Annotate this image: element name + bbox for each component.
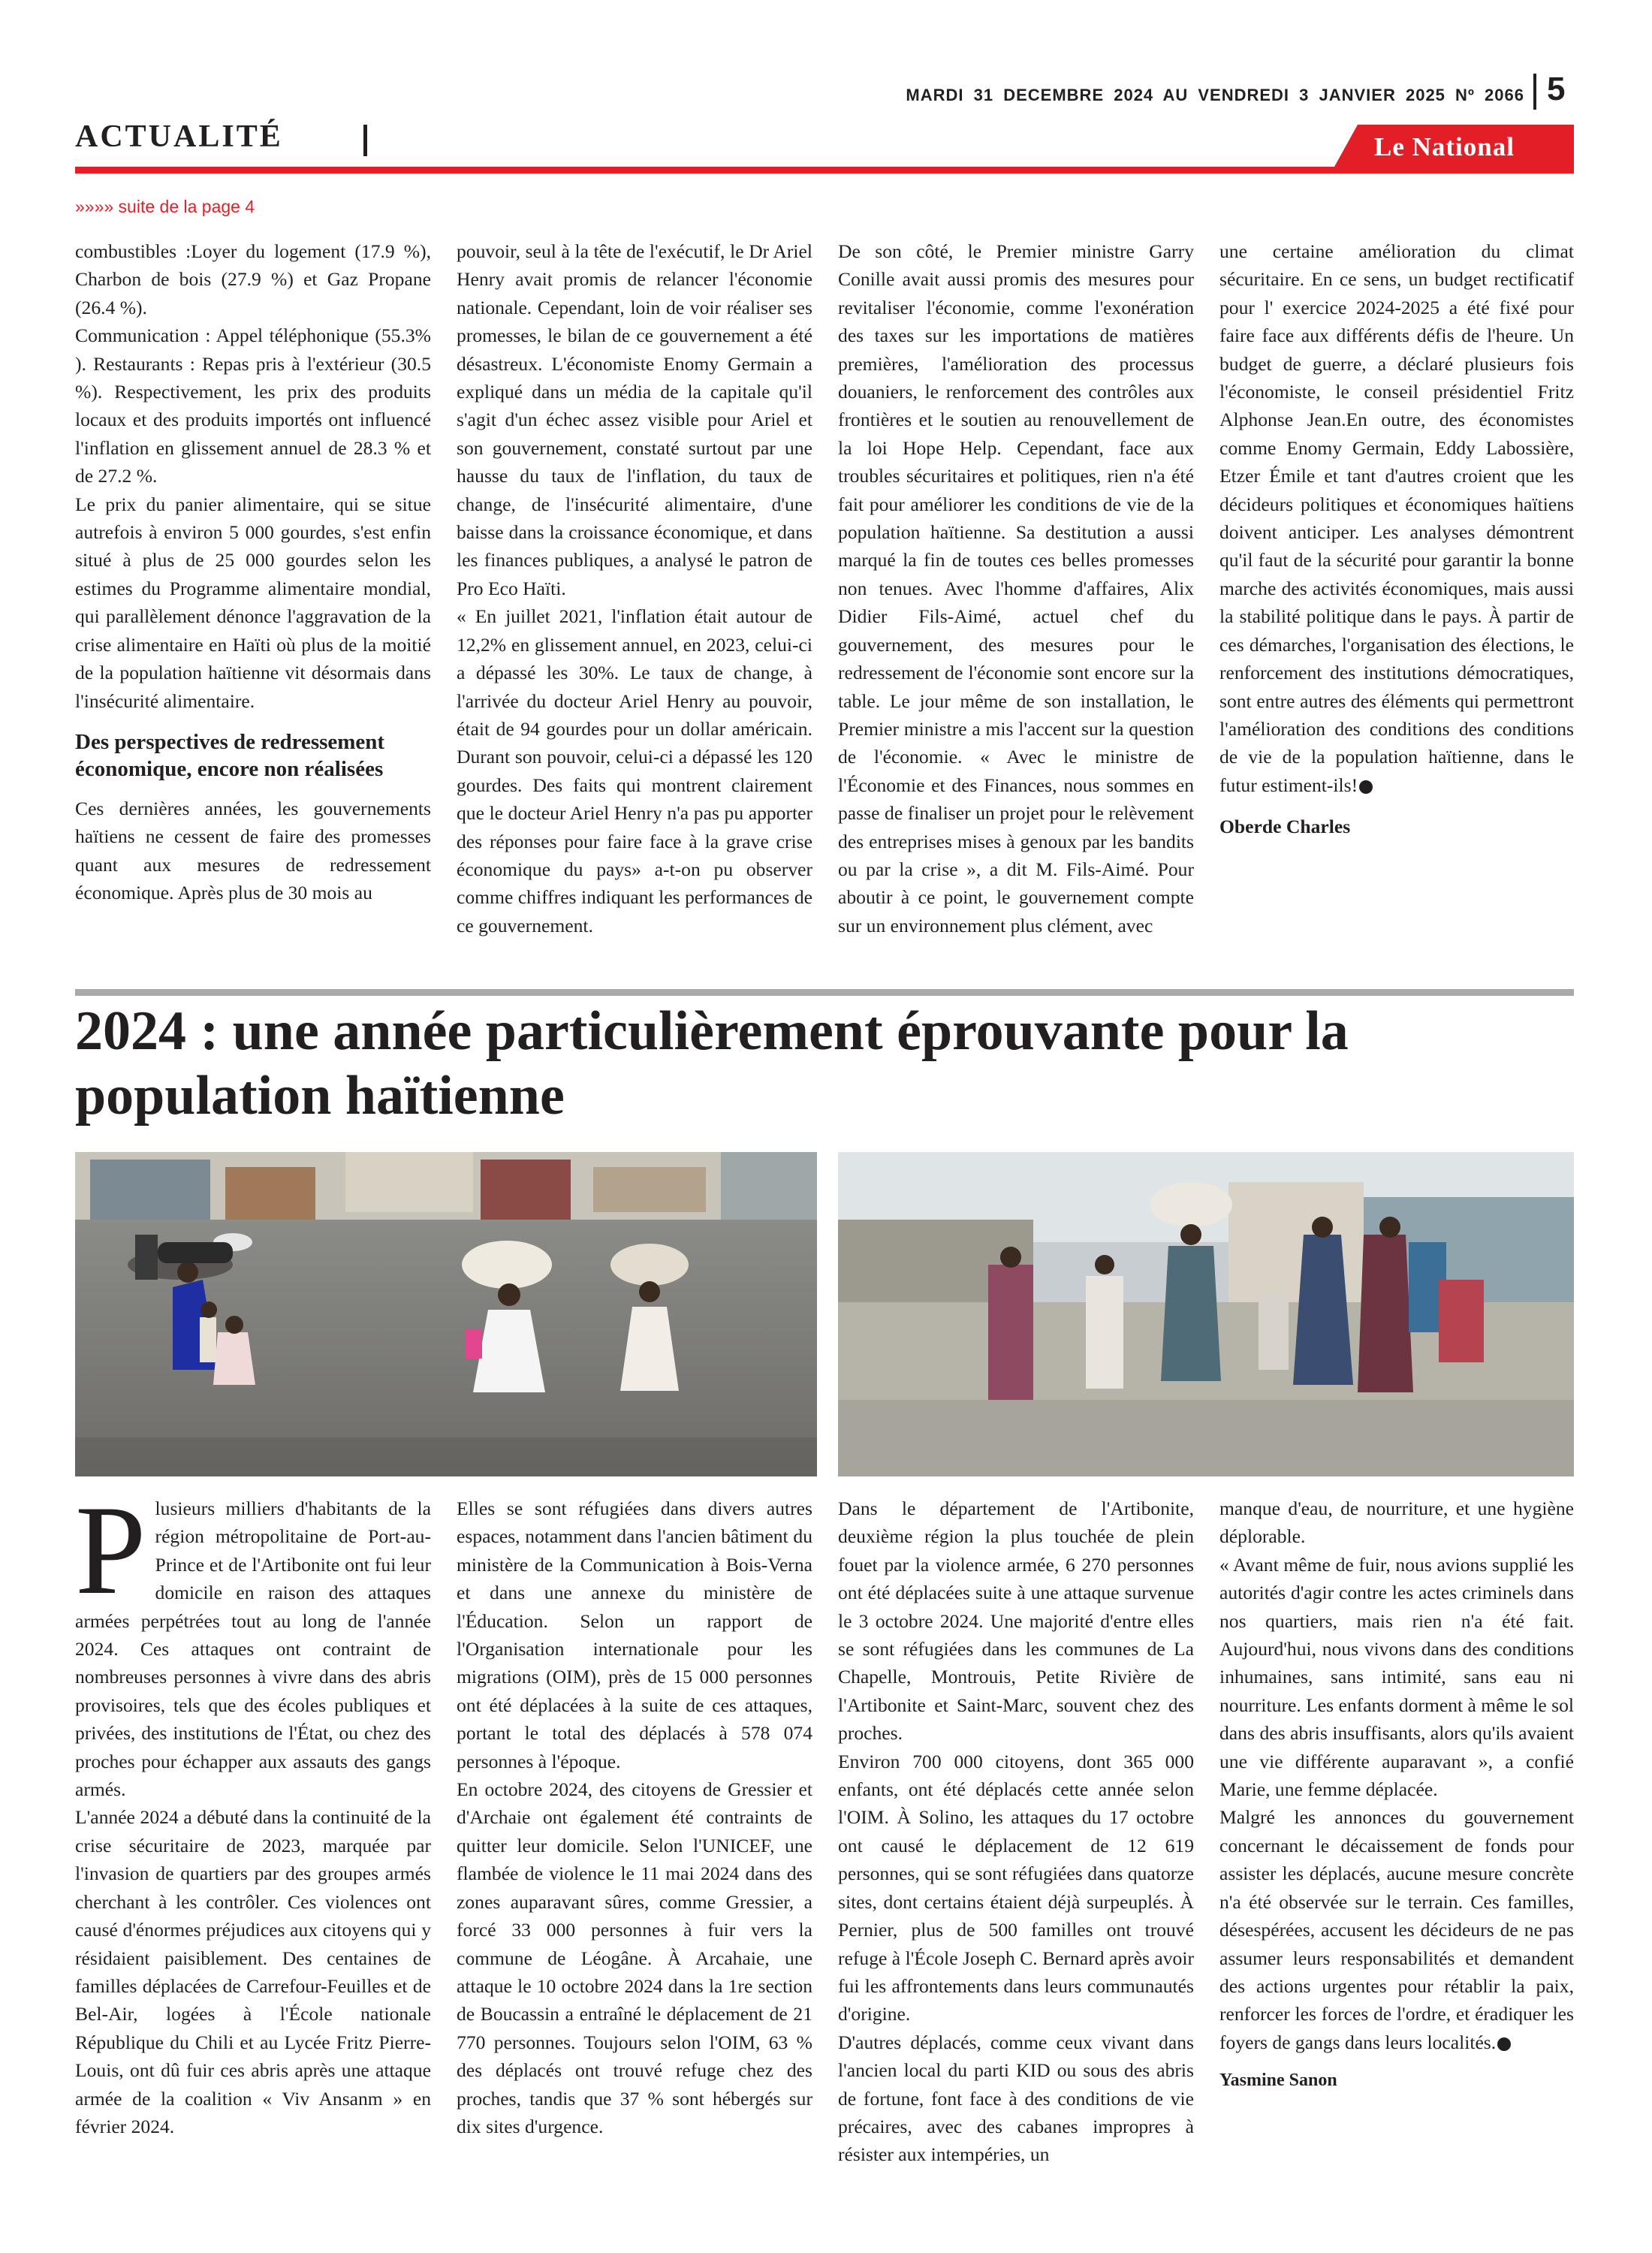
paragraph: En octobre 2024, des citoyens de Gressier et d'Archaie ont également été contraints de quitter leur domicile. Selon l'UNICEF, une flambée de violence le 11 mai 2024 dans des zones auparavant sûres, comme Gressier, a forcé 33 000 personnes à fuir vers la commune de Léogâne. À Arcahaie, une attaque le 10 octobre 2024 dans la 1re section de Boucassin a entraîné le déplacement de 21 770 personnes. Toujours selon l'OIM, 63 % des déplacés ont trouvé refuge chez des proches, tandis que 37 % sont hébergés sur dix sites d'urgence.: [457, 1778, 812, 2137]
article2-column-1: [75, 1479, 431, 2140]
section-label: ACTUALITÉ: [75, 119, 283, 154]
header-rule: [75, 167, 1574, 173]
article1-column-4: [1219, 237, 1574, 841]
section-divider: [363, 125, 367, 156]
photo-displaced-family-walking: [75, 1152, 817, 1476]
article-separator: [75, 989, 1574, 996]
paragraph: « En juillet 2021, l'inflation était autour de 12,2% en glissement annuel, en 2023, celui-ci a dépassé les 30%. Le taux de change, à l'arrivée du docteur Ariel Henry au pouvoir, était de 94 gourdes pour un dollar américain. Durant son pouvoir, celui-ci a dépassé les 120 gourdes. Des faits qui montrent clairement que le docteur Ariel Henry n'a pas pu apporter des réponses pour faire face à la grave crise économique du pays» a-t-on pu observer comme chiffres indiquant les performances de ce gouvernement.: [457, 605, 812, 936]
article2-column-4: [1219, 1494, 1574, 2095]
author-byline: Yasmine Sanon: [1219, 2071, 1337, 2091]
paragraph: Dans le département de l'Artibonite, deuxième région la plus touchée de plein fouet par la violence armée, 6 270 personnes ont été déplacées suite à une attaque survenue le 3 octobre 2024. Une majorité d'entre elles se sont réfugiées dans les communes de La Chapelle, Montrouis, Petite Rivière de l'Artibonite et Saint-Marc, souvent chez des proches.: [838, 1497, 1194, 1745]
issue-date: MARDI 31 DECEMBRE 2024 AU VENDREDI 3 JANVIER 2025 Nº 2066: [906, 86, 1524, 104]
paragraph: Environ 700 000 citoyens, dont 365 000 enfants, ont été déplacés cette année selon l'OIM. À Solino, les attaques du 17 octobre ont causé le déplacement de 12 619 personnes, qui se sont réfugiées dans quatorze sites, dont certains étaient déjà surpeuplés. À Pernier, plus de 500 familles ont trouvé refuge à l'École Joseph C. Bernard après avoir fui les affrontements dans leurs communautés d'origine.: [838, 1750, 1194, 2025]
paragraph: L'année 2024 a débuté dans la continuité de la crise sécuritaire de 2023, marquée par l'invasion de quartiers par des groupes armés cherchant à les contrôler. Ces violences ont causé d'énormes préjudices aux citoyens qui y résidaient paisiblement. Des centaines de familles déplacées de Carrefour-Feuilles et de Bel-Air, logées à l'École nationale République du Chili et au Lycée Fritz Pierre-Louis, ont dû fuir ces abris après une attaque armée de la coalition « Viv Ansanm » en février 2024.: [75, 1806, 431, 2137]
paragraph: pouvoir, seul à la tête de l'exécutif, le Dr Ariel Henry avait promis de relancer l'économie nationale. Cependant, loin de voir réaliser ses promesses, le bilan de ce gouvernement a été désastreux. L'économiste Enomy Germain a expliqué dans un média de la capitale qu'il s'agit d'un échec assez visible pour Ariel et son gouvernement, constaté surtout par une hausse du taux de l'inflation, du taux de change, de l'insécurité alimentaire, d'une baisse dans la croissance économique, et dans les finances publiques, a analysé le patron de Pro Eco Haïti.: [457, 240, 812, 599]
article2-headline: 2024 : une année particulièrement éprouvante pour la population haïtienne: [75, 1000, 1349, 1126]
paragraph: Plusieurs milliers d'habitants de la région métropolitaine de Port-au-Prince et de l'Artibonite ont fui leur domicile en raison des attaques armées perpétrées tout au long de l'année 2024. Ces attaques ont contraint de nombreuses personnes à vivre dans des abris provisoires, tels que des écoles publiques et privées, des institutions de l'État, ou chez des proches pour échapper aux assauts des gangs armés.: [75, 1479, 431, 1801]
paragraph: « Avant même de fuir, nous avions supplié les autorités d'agir contre les actes criminels dans nos quartiers, mais rien n'a été fait. Aujourd'hui, nous vivons dans des conditions inhumaines, sans intimité, sans eau ni nourriture. Les enfants dorment à même le sol dans des abris insuffisants, alors qu'ils avaient une vie différente auparavant », a confié Marie, une femme déplacée.: [1219, 1553, 1574, 1801]
paragraph: De son côté, le Premier ministre Garry Conille avait aussi promis des mesures pour revitaliser l'économie, comme l'exonération des taxes sur les importations de matières premières, l'amélioration des processus douaniers, le renforcement des contrôles aux frontières et le soutien au renouvellement de la loi Hope Help. Cependant, face aux troubles sécuritaires et politiques, rien n'a été fait pour améliorer les conditions de vie de la population haïtienne. Sa destitution a aussi marqué la fin de toutes ces belles promesses non tenues. Avec l'homme d'affaires, Alix Didier Fils-Aimé, actuel chef du gouvernement, des mesures pour le redressement de l'économie sont encore sur la table. Le jour même de son installation, le Premier ministre a mis l'accent sur la question de l'économie. « Avec le ministre de l'Économie et des Finances, nous sommes en passe de finaliser un projet pour le relèvement des entreprises mises à genoux par les bandits ou par la crise », a dit M. Fils-Aimé. Pour aboutir à ce point, le gouvernement compte sur un environnement plus clément, avec: [838, 240, 1194, 936]
author-byline: Oberde Charles: [1219, 816, 1351, 838]
continued-from-note: »»»» suite de la page 4: [75, 197, 255, 216]
drop-cap: P: [75, 1479, 146, 1621]
photo-displaced-people-carrying-belongings: [838, 1152, 1574, 1476]
end-of-article-bullet-icon: [1359, 780, 1373, 794]
paragraph: Communication : Appel téléphonique (55.3% ). Restaurants : Repas pris à l'extérieur (30.5 %). Respectivement, les prix des produits locaux et des produits importés ont influencé l'inflation en glissement annuel de 28.3 % et de 27.2 %.: [75, 324, 431, 487]
article1-subheading: Des perspectives de redressement économique, encore non réalisées: [75, 729, 385, 781]
article2-column-3: [838, 1494, 1194, 2169]
paragraph: Ces dernières années, les gouvernements haïtiens ne cessent de faire des promesses quant aux mesures de redressement économique. Après plus de 30 mois au: [75, 797, 431, 904]
article1-column-2: [457, 237, 812, 940]
paragraph: une certaine amélioration du climat sécuritaire. En ce sens, un budget rectificatif pour l' exercice 2024-2025 a été fixé pour faire face aux différents défis de l'heure. Un budget de guerre, a déclaré plusieurs fois l'économiste, le conseil présidentiel Fritz Alphonse Jean.En outre, des économistes comme Enomy Germain, Eddy Labossière, Etzer Émile et tant d'autres croient que les décideurs politiques et économiques haïtiens doivent anticiper. Les analyses démontrent qu'il faut de la sécurité pour garantir la bonne marche des activités économiques, mais aussi la stabilité politique dans le pays. À partir de ces démarches, l'organisation des élections, le renforcement des institutions démocratiques, sont entre autres des éléments qui permettront l'amélioration des conditions des conditions de vie de la population haïtienne, dans le futur estiment-ils!: [1219, 240, 1574, 796]
paragraph: manque d'eau, de nourriture, et une hygiène déplorable.: [1219, 1497, 1574, 1548]
paragraph: Malgré les annonces du gouvernement concernant le décaissement de fonds pour assister les déplacés, aucune mesure concrète n'a été observée sur le terrain. Ces familles, désespérées, accusent les décideurs de ne pas assumer leurs responsabilités et demandent des actions urgentes pour rétablir la paix, renforcer les forces de l'ordre, et éradiquer les foyers de gangs dans leurs localités.: [1219, 1806, 1574, 2053]
page-number: 5: [1547, 71, 1566, 107]
end-of-article-bullet-icon: [1497, 2037, 1511, 2051]
paragraph: combustibles :Loyer du logement (17.9 %), Charbon de bois (27.9 %) et Gaz Propane (26.4 %).: [75, 240, 431, 318]
paragraph: Elles se sont réfugiées dans divers autres espaces, notamment dans l'ancien bâtiment du ministère de la Communication à Bois-Verna et dans une annexe du ministère de l'Éducation. Selon un rapport de l'Organisation internationale pour les migrations (OIM), près de 15 000 personnes ont été déplacées à la suite de ces attaques, portant le total des déplacés à 578 074 personnes à l'époque.: [457, 1497, 812, 1772]
article1-column-3: [838, 237, 1194, 940]
article2-column-2: [457, 1494, 812, 2140]
article1-column-1: [75, 237, 431, 907]
paragraph: Le prix du panier alimentaire, qui se situe autrefois à environ 5 000 gourdes, s'est enfin situé à plus de 25 000 gourdes selon les estimes du Programme alimentaire mondial, qui parallèlement dénonce l'aggravation de la crise alimentaire en Haïti où plus de la moitié de la population haïtienne vit désormais dans l'insécurité alimentaire.: [75, 493, 431, 712]
newspaper-name: Le National: [1374, 132, 1515, 161]
paragraph: D'autres déplacés, comme ceux vivant dans l'ancien local du parti KID ou sous des abris de fortune, font face à des conditions de vie précaires, avec des cabanes impropres à résister aux intempéries, un: [838, 2031, 1194, 2166]
